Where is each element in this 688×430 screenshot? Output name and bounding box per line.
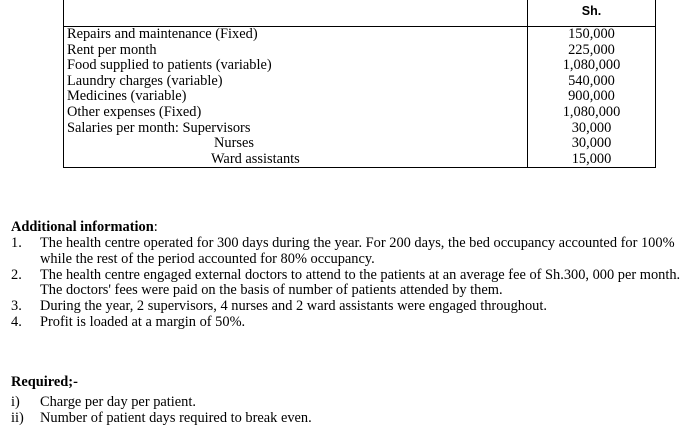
row-amount: 225,000 — [528, 43, 656, 59]
table-row — [64, 58, 656, 74]
row-description: Food supplied to patients (variable) — [64, 58, 528, 74]
list-item — [11, 268, 688, 300]
table-row — [64, 74, 656, 90]
table-row — [64, 121, 656, 137]
additional-info-heading — [11, 219, 158, 236]
list-item-text: During the year, 2 supervisors, 4 nurses and 2 ward assistants were engaged throughout. — [40, 298, 547, 315]
header-description — [64, 0, 528, 27]
list-item — [11, 411, 671, 427]
row-amount: 900,000 — [528, 89, 656, 105]
row-description: Other expenses (Fixed) — [64, 105, 528, 121]
row-amount: 1,080,000 — [528, 105, 656, 121]
row-amount: 15,000 — [528, 152, 656, 168]
list-item — [11, 315, 688, 331]
additional-info-list — [11, 236, 688, 331]
table-header-row — [64, 0, 656, 27]
list-item-number: 1. — [11, 235, 22, 251]
row-description: Rent per month — [64, 43, 528, 59]
table-row — [64, 43, 656, 59]
list-item-number: i) — [11, 394, 20, 410]
table-row — [64, 27, 656, 43]
additional-info-heading-text: Additional information — [11, 219, 154, 235]
list-item-text: Profit is loaded at a margin of 50%. — [40, 313, 246, 330]
list-item-number: 4. — [11, 313, 22, 330]
row-amount: 150,000 — [528, 27, 656, 43]
list-item-number: ii) — [11, 409, 24, 426]
list-item — [11, 395, 671, 411]
row-description: Repairs and maintenance (Fixed) — [64, 27, 528, 43]
row-amount: 540,000 — [528, 74, 656, 90]
additional-info-heading-colon: : — [153, 219, 158, 235]
table-row — [64, 89, 656, 105]
list-item-text: The health centre engaged external doctors to attend to the patients at an average fee of Sh.300, 000 per month. The doctors' fees were paid on the basis of number of patients attended by them. — [40, 266, 681, 299]
required-list — [11, 395, 671, 427]
list-item-number: 3. — [11, 298, 22, 315]
table-row — [64, 152, 656, 168]
table-row — [64, 105, 656, 121]
row-description: Medicines (variable) — [64, 89, 528, 105]
cost-table — [63, 0, 656, 168]
row-description: Ward assistants — [64, 152, 528, 168]
list-item — [11, 299, 688, 315]
list-item — [11, 236, 688, 268]
header-amount: Sh. — [528, 0, 656, 27]
row-amount: 1,080,000 — [528, 58, 656, 74]
list-item-text: The health centre operated for 300 days during the year. For 200 days, the bed occupancy accounted for 100% while the rest of the period accounted for 80% occupancy. — [40, 235, 675, 267]
row-description: Salaries per month: Supervisors — [64, 121, 528, 137]
row-description: Nurses — [64, 136, 528, 152]
list-item-text: Number of patient days required to break even. — [40, 409, 312, 426]
required-heading: Required;- — [11, 374, 78, 390]
table-row — [64, 136, 656, 152]
row-amount: 30,000 — [528, 136, 656, 152]
list-item-text: Charge per day per patient. — [40, 394, 196, 410]
row-amount: 30,000 — [528, 121, 656, 137]
row-description: Laundry charges (variable) — [64, 74, 528, 90]
list-item-number: 2. — [11, 266, 22, 283]
